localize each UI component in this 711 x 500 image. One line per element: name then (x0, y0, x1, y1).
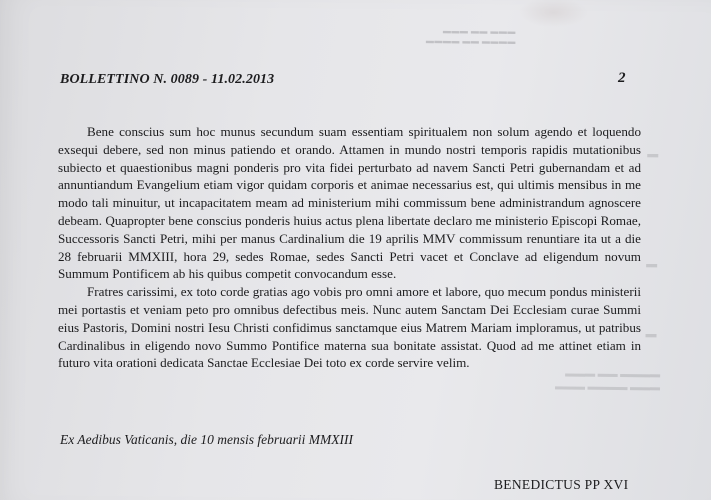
bleed-through-mark: ▬ (647, 148, 659, 161)
date-line: Ex Aedibus Vaticanis, die 10 mensis februarii MMXIII (60, 432, 353, 447)
bleed-through-emblem (518, 0, 588, 28)
paragraph: Fratres carissimi, ex toto corde gratias ago vobis pro omni amore et labore, quo mecum pondus ministerii mei portastis et veniam peto pro omnibus defectibus meis. Nunc autem Sanctam Dei Ecclesiam curae Summi eius Pastoris, Domini nostri Iesu Christi confidimus sanctamque eius Matrem Mariam imploramus, ut patribus Cardinalibus in eligendo novo Summo Pontifice materna sua bonitate assistat. Quod ad me attinet etiam in futuro vita orationi dedicata Sanctae Ecclesiae Dei toto ex corde servire velim. (58, 284, 641, 371)
page-number: 2 (618, 70, 626, 86)
paragraph: Bene conscius sum hoc munus secundum suam essentiam spiritualem non solum agendo et loquendo exsequi debere, sed non minus patiendo et orando. Attamen in mundo nostri temporis rapidis mutationibus subiecto et quaestionibus magni ponderis pro vita fidei perturbato ad navem Sancti Petri gubernandam et ad annuntiandum Evangelium etiam vigor quidam corporis et animae necessarius est, qui ultimis mensibus in me modo tali minuitur, ut incapacitatem meam ad ministerium mihi commissum bene administrandum agnoscere debeam. Quapropter bene conscius ponderis huius actus plena libertate declaro me ministerio Episcopi Romae, Successoris Sancti Petri, mihi per manus Cardinalium die 19 aprilis MMV commissum renuntiare ita ut a die 28 februarii MMXIII, hora 29, sedes Romae, sedes Sancti Petri vacet et Conclave ad eligendum novum Summum Pontificem ab his quibus competit convocandum esse. (58, 124, 641, 282)
document-body (58, 123, 641, 372)
bleed-through-mark: ▬ (646, 258, 658, 271)
bleed-through-text: ▬▬▬▬ ▬▬ ▬▬▬ ▬▬▬ ▬▬▬▬ ▬▬▬ (554, 368, 661, 394)
signature: BENEDICTUS PP XVI (494, 477, 629, 492)
bleed-through-text: ▬▬▬ ▬▬ ▬▬▬ ▬▬▬▬ ▬▬ ▬▬▬▬ (425, 26, 516, 47)
bulletin-header: BOLLETTINO N. 0089 - 11.02.2013 (60, 72, 275, 87)
bleed-through-mark: ▬ (645, 328, 657, 341)
